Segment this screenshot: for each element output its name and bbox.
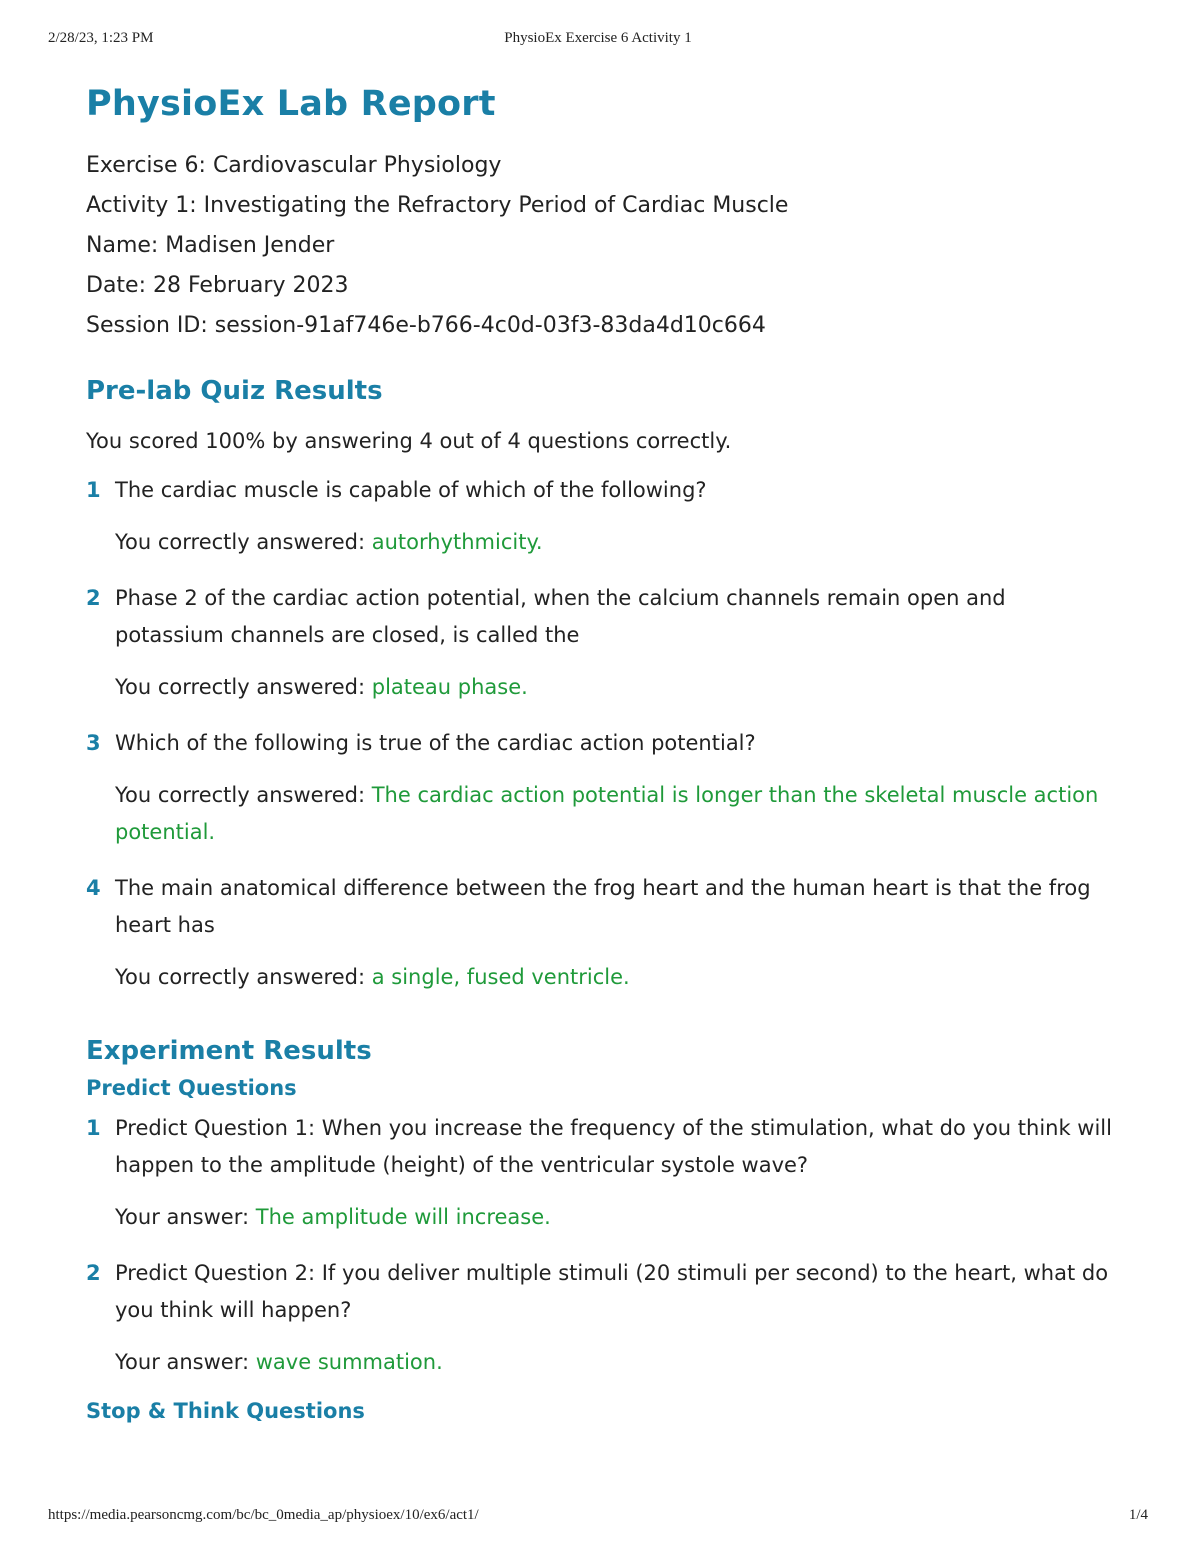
answer-value: a single, fused ventricle. [371, 965, 630, 989]
prelab-question-list [86, 472, 1146, 996]
answer-prefix: You correctly answered: [115, 530, 372, 554]
prelab-heading: Pre-lab Quiz Results [86, 376, 383, 406]
exercise-line: Exercise 6: Cardiovascular Physiology [86, 153, 502, 178]
answer-prefix: You correctly answered: [115, 783, 372, 807]
answer-prefix: You correctly answered: [115, 675, 372, 699]
answer-value: The amplitude will increase. [255, 1205, 551, 1229]
prelab-summary: You scored 100% by answering 4 out of 4 questions correctly. [86, 429, 732, 453]
report-content [86, 84, 1146, 1423]
question-text: The main anatomical difference between the frog heart and the human heart is that the frog heart has [115, 876, 1091, 937]
predict-question [86, 1110, 1146, 1236]
question-text: Predict Question 2: If you deliver multiple stimuli (20 stimuli per second) to the heart, what do you think will happen? [115, 1261, 1109, 1322]
page-url: https://media.pearsoncmg.com/bc/bc_0media_ap/physioex/10/ex6/act1/ [48, 1507, 479, 1523]
question-text: Which of the following is true of the cardiac action potential? [115, 731, 756, 755]
report-date: Date: 28 February 2023 [86, 273, 349, 298]
answer-value: autorhythmicity. [371, 530, 543, 554]
question-number: 1 [86, 1116, 101, 1140]
prelab-question [86, 580, 1146, 706]
activity-line: Activity 1: Investigating the Refractory Period of Cardiac Muscle [86, 193, 789, 218]
answer-value: The cardiac action potential is longer than the skeletal muscle action potential. [115, 783, 1099, 844]
answer-prefix: Your answer: [115, 1205, 256, 1229]
report-title: PhysioEx Lab Report [86, 84, 496, 124]
answer-prefix: You correctly answered: [115, 965, 372, 989]
answer-line [115, 524, 1146, 561]
predict-heading: Predict Questions [86, 1076, 297, 1100]
question-text: Phase 2 of the cardiac action potential, when the calcium channels remain open and potassium channels are closed, is called the [115, 586, 1006, 647]
answer-value: plateau phase. [371, 675, 528, 699]
prelab-question [86, 472, 1146, 561]
student-name: Name: Madisen Jender [86, 233, 335, 258]
prelab-question [86, 725, 1146, 851]
question-number: 3 [86, 731, 101, 755]
session-id: Session ID: session-91af746e-b766-4c0d-03f3-83da4d10c664 [86, 313, 766, 338]
question-number: 2 [86, 1261, 101, 1285]
answer-prefix: Your answer: [115, 1350, 256, 1374]
question-text: The cardiac muscle is capable of which of the following? [115, 478, 707, 502]
answer-line [115, 777, 1146, 851]
stop-think-heading: Stop & Think Questions [86, 1399, 365, 1423]
question-number: 2 [86, 586, 101, 610]
answer-line [115, 959, 1146, 996]
predict-question [86, 1255, 1146, 1381]
predict-question-list [86, 1110, 1146, 1381]
page-number: 1/4 [1128, 1507, 1148, 1523]
question-number: 1 [86, 478, 101, 502]
answer-line [115, 669, 1146, 706]
prelab-question [86, 870, 1146, 996]
question-number: 4 [86, 876, 101, 900]
print-datetime: 2/28/23, 1:23 PM [48, 30, 154, 46]
print-title: PhysioEx Exercise 6 Activity 1 [504, 30, 692, 46]
answer-line [115, 1344, 1146, 1381]
experiment-heading: Experiment Results [86, 1036, 372, 1066]
answer-value: wave summation. [255, 1350, 443, 1374]
question-text: Predict Question 1: When you increase the frequency of the stimulation, what do you think will happen to the amplitude (height) of the ventricular systole wave? [115, 1116, 1112, 1177]
answer-line [115, 1199, 1146, 1236]
